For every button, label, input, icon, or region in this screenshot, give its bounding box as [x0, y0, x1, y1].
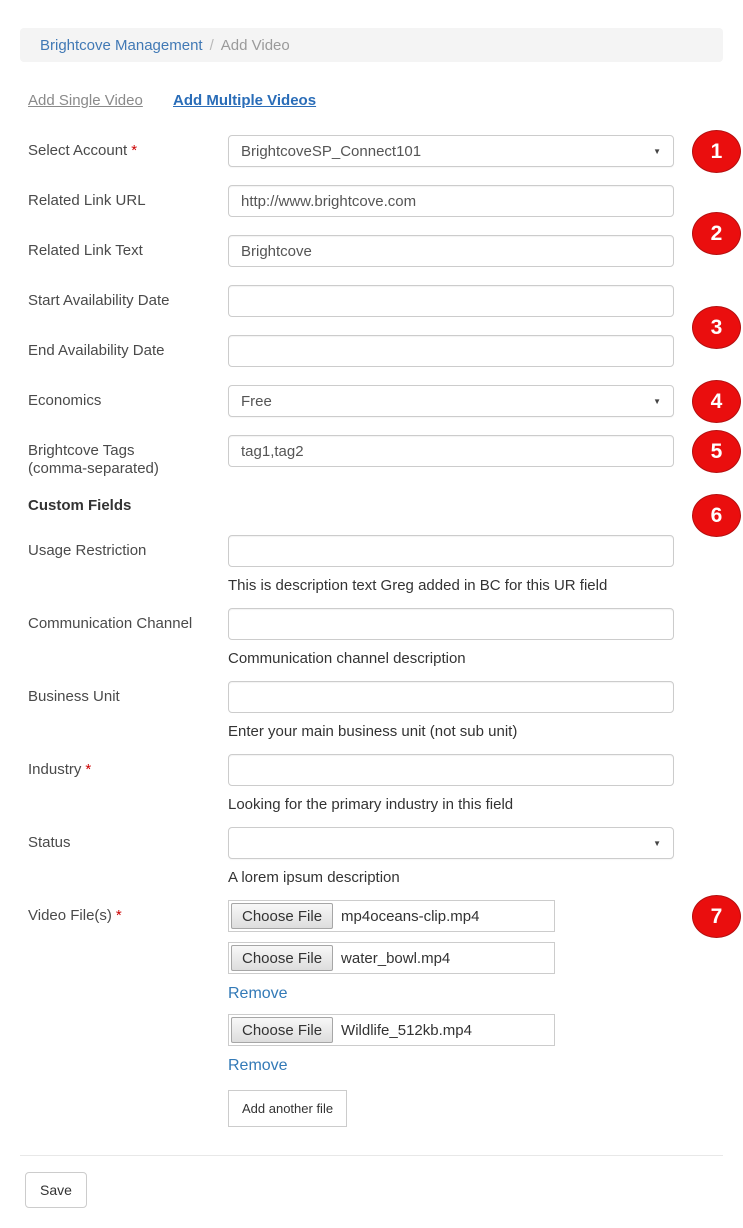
industry-label-text: Industry	[28, 761, 82, 778]
annotation-badge-1: 1	[692, 130, 741, 173]
select-account-value: BrightcoveSP_Connect101	[241, 142, 422, 160]
remove-file-link-2[interactable]: Remove	[228, 1057, 288, 1074]
field-row-select-account	[28, 135, 723, 167]
video-files-label-text: Video File(s)	[28, 907, 112, 924]
field-row-usage-restriction	[28, 535, 723, 595]
end-availability-date-label: End Availability Date	[28, 342, 165, 359]
field-row-video-files	[28, 900, 723, 1127]
remove-file-link-1[interactable]: Remove	[228, 985, 288, 1002]
annotation-badge-5: 5	[692, 430, 741, 473]
chevron-down-icon: ▼	[653, 146, 661, 156]
field-row-communication-channel	[28, 608, 723, 668]
industry-label	[28, 754, 228, 814]
file-input-1[interactable]	[228, 900, 555, 932]
custom-fields-heading	[28, 496, 723, 527]
required-asterisk: *	[115, 907, 122, 924]
business-unit-label: Business Unit	[28, 688, 120, 705]
business-unit-input[interactable]	[228, 681, 674, 713]
choose-file-button[interactable]: Choose File	[231, 1017, 333, 1043]
field-row-related-link-url	[28, 185, 723, 245]
choose-file-button[interactable]: Choose File	[231, 903, 333, 929]
file-input-2[interactable]	[228, 942, 555, 974]
status-label: Status	[28, 834, 71, 851]
add-video-form	[28, 135, 723, 1127]
economics-value: Free	[241, 392, 272, 410]
related-link-url-input[interactable]	[228, 185, 674, 217]
field-row-business-unit	[28, 681, 723, 741]
status-dropdown[interactable]	[228, 827, 674, 859]
economics-label: Economics	[28, 392, 102, 409]
usage-restriction-label: Usage Restriction	[28, 542, 147, 559]
annotation-badge-7: 7	[692, 895, 741, 938]
usage-restriction-input[interactable]	[228, 535, 674, 567]
field-row-end-availability-date	[28, 335, 723, 367]
chevron-down-icon: ▼	[653, 396, 661, 406]
field-row-status	[28, 827, 723, 887]
related-link-text-input[interactable]	[228, 235, 674, 267]
save-button[interactable]: Save	[25, 1172, 87, 1208]
industry-helper-text: Looking for the primary industry in this field	[228, 796, 514, 813]
custom-fields-heading-text: Custom Fields	[28, 497, 132, 514]
file-name-2: water_bowl.mp4	[341, 949, 451, 967]
end-availability-date-input[interactable]	[228, 335, 674, 367]
video-files-label	[28, 900, 228, 1127]
field-row-start-availability-date	[28, 285, 723, 339]
annotation-badge-6: 6	[692, 494, 741, 537]
related-link-url-label: Related Link URL	[28, 192, 146, 209]
add-another-file-button[interactable]: Add another file	[228, 1090, 347, 1127]
select-account-label-text: Select Account	[28, 142, 128, 159]
breadcrumb-link-brightcove-management[interactable]: Brightcove Management	[40, 36, 203, 54]
tab-add-single-video[interactable]: Add Single Video	[28, 92, 143, 109]
economics-dropdown[interactable]	[228, 385, 674, 417]
brightcove-tags-label-line1: Brightcove Tags	[28, 442, 135, 459]
select-account-label	[28, 135, 228, 167]
start-availability-date-input[interactable]	[228, 285, 674, 317]
breadcrumb-separator: /	[209, 36, 214, 54]
annotation-badge-2: 2	[692, 212, 741, 255]
breadcrumb-current-page: Add Video	[220, 36, 290, 54]
brightcove-tags-input[interactable]	[228, 435, 674, 467]
brightcove-tags-label-line2: (comma-separated)	[28, 460, 159, 477]
related-link-text-label: Related Link Text	[28, 242, 143, 259]
annotation-badge-4: 4	[692, 380, 741, 423]
chevron-down-icon: ▼	[653, 838, 661, 848]
field-row-brightcove-tags	[28, 435, 723, 478]
file-input-3[interactable]	[228, 1014, 555, 1046]
required-asterisk: *	[131, 142, 138, 159]
select-account-dropdown[interactable]	[228, 135, 674, 167]
communication-channel-helper-text: Communication channel description	[228, 650, 466, 667]
field-row-related-link-text	[28, 235, 723, 267]
breadcrumb	[20, 28, 723, 62]
file-name-3: Wildlife_512kb.mp4	[341, 1021, 472, 1039]
required-asterisk: *	[85, 761, 92, 778]
industry-input[interactable]	[228, 754, 674, 786]
annotation-badge-3: 3	[692, 306, 741, 349]
start-availability-date-label: Start Availability Date	[28, 292, 170, 309]
brightcove-tags-label	[28, 435, 228, 478]
business-unit-helper-text: Enter your main business unit (not sub unit)	[228, 723, 518, 740]
footer-divider	[20, 1155, 723, 1156]
file-name-1: mp4oceans-clip.mp4	[341, 907, 480, 925]
field-row-industry	[28, 754, 723, 814]
choose-file-button[interactable]: Choose File	[231, 945, 333, 971]
communication-channel-label: Communication Channel	[28, 615, 193, 632]
usage-restriction-helper-text: This is description text Greg added in BC for this UR field	[228, 577, 608, 594]
communication-channel-input[interactable]	[228, 608, 674, 640]
status-helper-text: A lorem ipsum description	[228, 869, 400, 886]
tab-add-multiple-videos[interactable]: Add Multiple Videos	[173, 92, 317, 109]
field-row-economics	[28, 385, 723, 417]
tab-bar	[28, 92, 723, 109]
